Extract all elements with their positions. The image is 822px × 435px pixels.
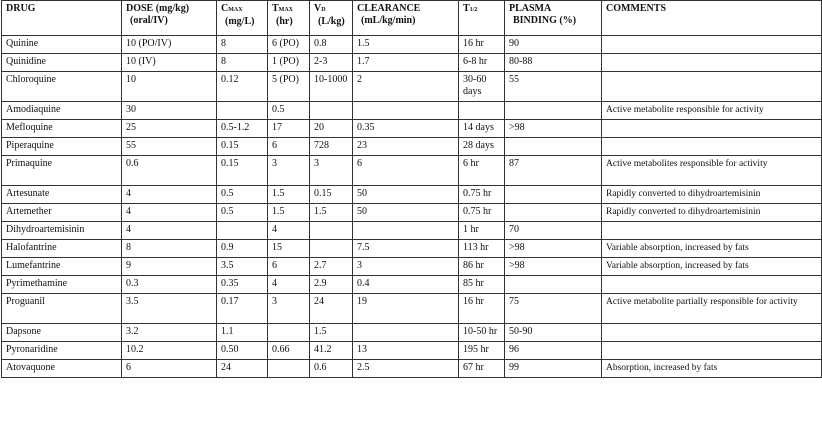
cell-dose: 30 [122, 102, 217, 120]
cell-vd: 3 [310, 156, 353, 186]
cell-vd: 1.5 [310, 324, 353, 342]
cell-vd: 1.5 [310, 204, 353, 222]
cell-clearance [353, 324, 459, 342]
cell-cmax: 0.15 [217, 138, 268, 156]
cell-tmax: 6 [268, 258, 310, 276]
cell-plasma-binding [505, 276, 602, 294]
header-drug: DRUG [2, 1, 122, 36]
cell-tmax: 5 (PO) [268, 72, 310, 102]
cell-dose: 9 [122, 258, 217, 276]
cell-plasma-binding: 87 [505, 156, 602, 186]
cell-cmax: 1.1 [217, 324, 268, 342]
cell-tmax: 1.5 [268, 204, 310, 222]
table-row [2, 240, 822, 258]
cell-half-life: 0.75 hr [459, 186, 505, 204]
cell-cmax: 24 [217, 360, 268, 378]
cell-clearance: 1.5 [353, 36, 459, 54]
table-row [2, 36, 822, 54]
cell-drug: Piperaquine [2, 138, 122, 156]
cell-half-life: 16 hr [459, 294, 505, 324]
cell-drug: Dapsone [2, 324, 122, 342]
cell-comments [602, 36, 822, 54]
cell-clearance: 2 [353, 72, 459, 102]
table-row [2, 342, 822, 360]
table-row [2, 138, 822, 156]
cell-vd: 2-3 [310, 54, 353, 72]
cell-cmax: 0.5 [217, 186, 268, 204]
cell-dose: 0.6 [122, 156, 217, 186]
cell-tmax: 17 [268, 120, 310, 138]
cell-dose: 0.3 [122, 276, 217, 294]
cell-plasma-binding: 99 [505, 360, 602, 378]
cell-tmax: 1 (PO) [268, 54, 310, 72]
cell-plasma-binding: 70 [505, 222, 602, 240]
cell-drug: Chloroquine [2, 72, 122, 102]
cell-clearance: 7.5 [353, 240, 459, 258]
cell-vd: 0.8 [310, 36, 353, 54]
cell-cmax: 0.15 [217, 156, 268, 186]
table-row [2, 258, 822, 276]
cell-half-life: 67 hr [459, 360, 505, 378]
cell-drug: Artesunate [2, 186, 122, 204]
header-half-life: T1/2 [459, 1, 505, 36]
table-row [2, 294, 822, 324]
cell-clearance: 50 [353, 204, 459, 222]
cell-clearance: 1.7 [353, 54, 459, 72]
cell-dose: 4 [122, 186, 217, 204]
cell-comments [602, 276, 822, 294]
cell-drug: Pyrimethamine [2, 276, 122, 294]
cell-comments: Variable absorption, increased by fats [602, 258, 822, 276]
header-clearance: CLEARANCE (mL/kg/min) [353, 1, 459, 36]
table-row [2, 156, 822, 186]
cell-dose: 10 [122, 72, 217, 102]
cell-clearance: 0.35 [353, 120, 459, 138]
cell-drug: Pyronaridine [2, 342, 122, 360]
cell-cmax [217, 222, 268, 240]
cell-drug: Artemether [2, 204, 122, 222]
table-body [2, 36, 822, 378]
cell-cmax: 0.5 [217, 204, 268, 222]
cell-dose: 3.2 [122, 324, 217, 342]
cell-half-life: 16 hr [459, 36, 505, 54]
cell-half-life: 1 hr [459, 222, 505, 240]
cell-tmax: 6 [268, 138, 310, 156]
cell-comments: Variable absorption, increased by fats [602, 240, 822, 258]
cell-clearance: 50 [353, 186, 459, 204]
cell-tmax: 0.5 [268, 102, 310, 120]
cell-drug: Proguanil [2, 294, 122, 324]
cell-plasma-binding: >98 [505, 258, 602, 276]
cell-tmax: 4 [268, 276, 310, 294]
table-row [2, 54, 822, 72]
cell-dose: 4 [122, 222, 217, 240]
cell-dose: 25 [122, 120, 217, 138]
cell-comments [602, 324, 822, 342]
cell-clearance: 6 [353, 156, 459, 186]
cell-drug: Quinidine [2, 54, 122, 72]
cell-drug: Atovaquone [2, 360, 122, 378]
cell-tmax: 4 [268, 222, 310, 240]
cell-plasma-binding: 80-88 [505, 54, 602, 72]
header-cmax: CMAX (mg/L) [217, 1, 268, 36]
cell-half-life: 0.75 hr [459, 204, 505, 222]
header-plasma-binding: PLASMA BINDING (%) [505, 1, 602, 36]
cell-plasma-binding: 50-90 [505, 324, 602, 342]
header-vd: VD (L/kg) [310, 1, 353, 36]
cell-tmax [268, 360, 310, 378]
table-row [2, 324, 822, 342]
cell-dose: 4 [122, 204, 217, 222]
cell-vd: 0.6 [310, 360, 353, 378]
header-row [2, 1, 822, 36]
cell-clearance: 13 [353, 342, 459, 360]
cell-comments [602, 72, 822, 102]
cell-comments: Absorption, increased by fats [602, 360, 822, 378]
cell-plasma-binding [505, 138, 602, 156]
cell-drug: Primaquine [2, 156, 122, 186]
cell-plasma-binding [505, 204, 602, 222]
cell-comments: Active metabolites responsible for activity [602, 156, 822, 186]
cell-plasma-binding: >98 [505, 240, 602, 258]
cell-half-life: 14 days [459, 120, 505, 138]
cell-comments: Rapidly converted to dihydroartemisinin [602, 204, 822, 222]
table-row [2, 72, 822, 102]
cell-vd: 24 [310, 294, 353, 324]
cell-comments [602, 138, 822, 156]
cell-drug: Dihydroartemisinin [2, 222, 122, 240]
cell-tmax: 3 [268, 156, 310, 186]
cell-drug: Mefloquine [2, 120, 122, 138]
cell-vd: 10-1000 [310, 72, 353, 102]
table-row [2, 222, 822, 240]
cell-half-life [459, 102, 505, 120]
cell-dose: 10 (PO/IV) [122, 36, 217, 54]
table-row [2, 102, 822, 120]
cell-half-life: 6 hr [459, 156, 505, 186]
cell-plasma-binding: 55 [505, 72, 602, 102]
cell-clearance: 2.5 [353, 360, 459, 378]
cell-cmax: 8 [217, 36, 268, 54]
cell-vd: 2.7 [310, 258, 353, 276]
cell-comments: Active metabolite responsible for activity [602, 102, 822, 120]
cell-clearance: 23 [353, 138, 459, 156]
cell-half-life: 6-8 hr [459, 54, 505, 72]
cell-drug: Quinine [2, 36, 122, 54]
cell-half-life: 28 days [459, 138, 505, 156]
cell-cmax: 0.12 [217, 72, 268, 102]
cell-cmax [217, 102, 268, 120]
cell-vd: 0.15 [310, 186, 353, 204]
cell-comments [602, 54, 822, 72]
header-comments: COMMENTS [602, 1, 822, 36]
table-row [2, 120, 822, 138]
cell-dose: 10 (IV) [122, 54, 217, 72]
cell-tmax: 15 [268, 240, 310, 258]
cell-dose: 6 [122, 360, 217, 378]
cell-tmax [268, 324, 310, 342]
cell-plasma-binding: 96 [505, 342, 602, 360]
cell-vd [310, 240, 353, 258]
cell-plasma-binding [505, 102, 602, 120]
cell-half-life: 30-60 days [459, 72, 505, 102]
cell-half-life: 85 hr [459, 276, 505, 294]
table-row [2, 204, 822, 222]
cell-comments: Active metabolite partially responsible for activity [602, 294, 822, 324]
table-row [2, 276, 822, 294]
cell-plasma-binding: >98 [505, 120, 602, 138]
cell-cmax: 0.5-1.2 [217, 120, 268, 138]
cell-drug: Halofantrine [2, 240, 122, 258]
pharmacokinetics-table [1, 0, 822, 378]
cell-cmax: 0.35 [217, 276, 268, 294]
cell-comments: Rapidly converted to dihydroartemisinin [602, 186, 822, 204]
cell-vd: 20 [310, 120, 353, 138]
cell-comments [602, 342, 822, 360]
cell-half-life: 195 hr [459, 342, 505, 360]
cell-comments [602, 120, 822, 138]
cell-dose: 3.5 [122, 294, 217, 324]
cell-vd: 2.9 [310, 276, 353, 294]
cell-cmax: 8 [217, 54, 268, 72]
cell-drug: Amodiaquine [2, 102, 122, 120]
cell-plasma-binding: 75 [505, 294, 602, 324]
cell-tmax: 0.66 [268, 342, 310, 360]
cell-vd [310, 222, 353, 240]
cell-vd [310, 102, 353, 120]
cell-comments [602, 222, 822, 240]
cell-plasma-binding [505, 186, 602, 204]
cell-dose: 10.2 [122, 342, 217, 360]
table-row [2, 360, 822, 378]
cell-tmax: 6 (PO) [268, 36, 310, 54]
cell-dose: 55 [122, 138, 217, 156]
header-dose: DOSE (mg/kg) (oral/IV) [122, 1, 217, 36]
cell-plasma-binding: 90 [505, 36, 602, 54]
cell-clearance [353, 222, 459, 240]
cell-cmax: 0.50 [217, 342, 268, 360]
cell-clearance: 3 [353, 258, 459, 276]
cell-drug: Lumefantrine [2, 258, 122, 276]
cell-vd: 41.2 [310, 342, 353, 360]
cell-cmax: 0.9 [217, 240, 268, 258]
cell-dose: 8 [122, 240, 217, 258]
cell-tmax: 3 [268, 294, 310, 324]
cell-cmax: 0.17 [217, 294, 268, 324]
cell-clearance [353, 102, 459, 120]
cell-cmax: 3.5 [217, 258, 268, 276]
cell-clearance: 19 [353, 294, 459, 324]
cell-clearance: 0.4 [353, 276, 459, 294]
cell-half-life: 113 hr [459, 240, 505, 258]
cell-tmax: 1.5 [268, 186, 310, 204]
cell-half-life: 10-50 hr [459, 324, 505, 342]
cell-half-life: 86 hr [459, 258, 505, 276]
header-tmax: TMAX (hr) [268, 1, 310, 36]
table-row [2, 186, 822, 204]
cell-vd: 728 [310, 138, 353, 156]
